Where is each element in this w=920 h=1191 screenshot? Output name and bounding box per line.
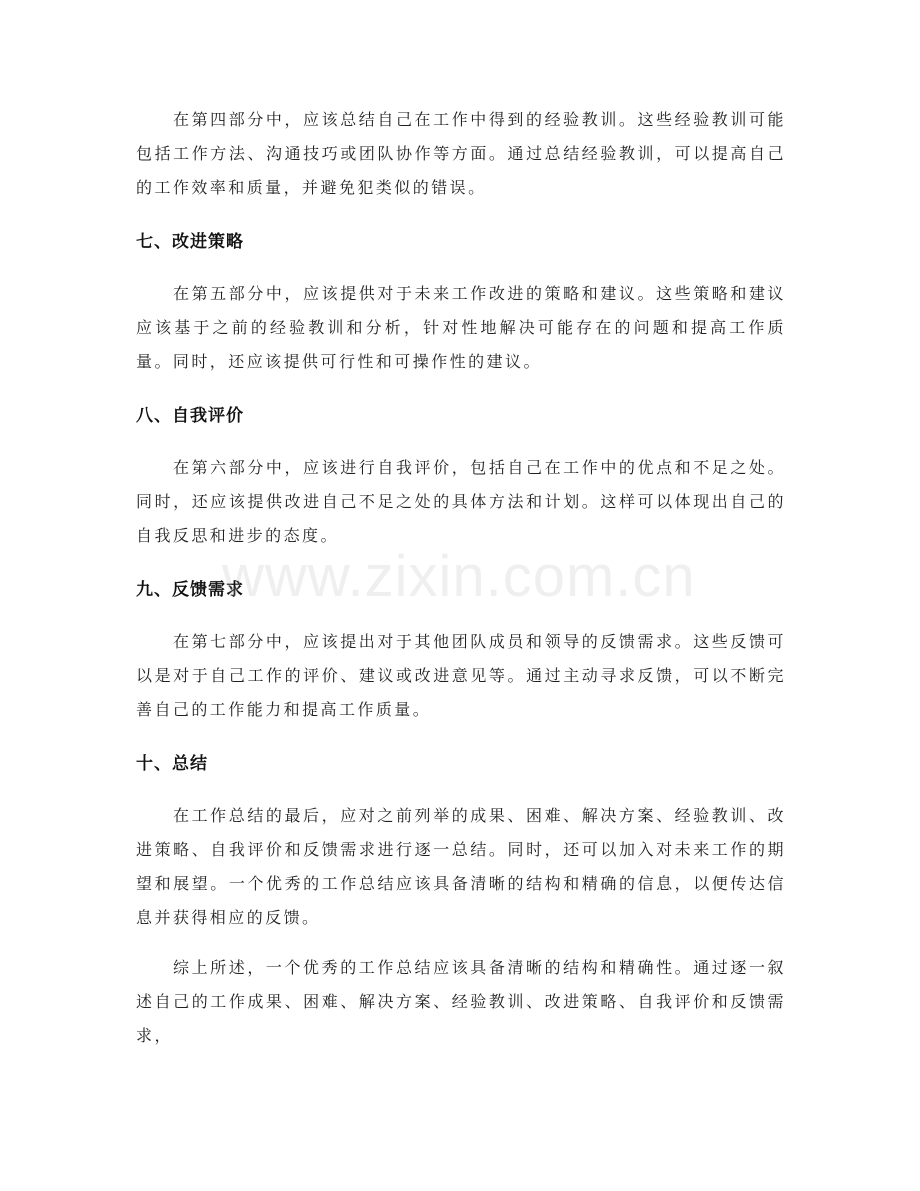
document-body	[136, 103, 786, 1053]
paragraph-section9-body: 在第七部分中，应该提出对于其他团队成员和领导的反馈需求。这些反馈可以是对于自己工作的评价、建议或改进意见等。通过主动寻求反馈，可以不断完善自己的工作能力和提高工作质量。	[136, 632, 786, 719]
heading-section9: 九、反馈需求	[136, 580, 244, 600]
paragraph-section7-body: 在第五部分中，应该提供对于未来工作改进的策略和建议。这些策略和建议应该基于之前的经验教训和分析，针对性地解决可能存在的问题和提高工作质量。同时，还应该提供可行性和可操作性的建议。	[136, 284, 786, 371]
paragraph-section10-body: 在工作总结的最后，应对之前列举的成果、困难、解决方案、经验教训、改进策略、自我评价和反馈需求进行逐一总结。同时，还可以加入对未来工作的期望和展望。一个优秀的工作总结应该具备清晰的结构和精确的信息，以便传达信息并获得相应的反馈。	[136, 806, 786, 927]
paragraph-section6-body: 在第四部分中，应该总结自己在工作中得到的经验教训。这些经验教训可能包括工作方法、沟通技巧或团队协作等方面。通过总结经验教训，可以提高自己的工作效率和质量，并避免犯类似的错误。	[136, 110, 786, 197]
heading-section10: 十、总结	[136, 754, 208, 774]
heading-section8: 八、自我评价	[136, 406, 244, 426]
paragraph-section8-body: 在第六部分中，应该进行自我评价，包括自己在工作中的优点和不足之处。同时，还应该提供改进自己不足之处的具体方法和计划。这样可以体现出自己的自我反思和进步的态度。	[136, 458, 786, 545]
paragraph-conclusion: 综上所述，一个优秀的工作总结应该具备清晰的结构和精确性。通过逐一叙述自己的工作成果、困难、解决方案、经验教训、改进策略、自我评价和反馈需求，	[136, 958, 786, 1045]
heading-section7: 七、改进策略	[136, 232, 244, 252]
watermark-text: www.zixin.com.cn	[222, 544, 696, 609]
